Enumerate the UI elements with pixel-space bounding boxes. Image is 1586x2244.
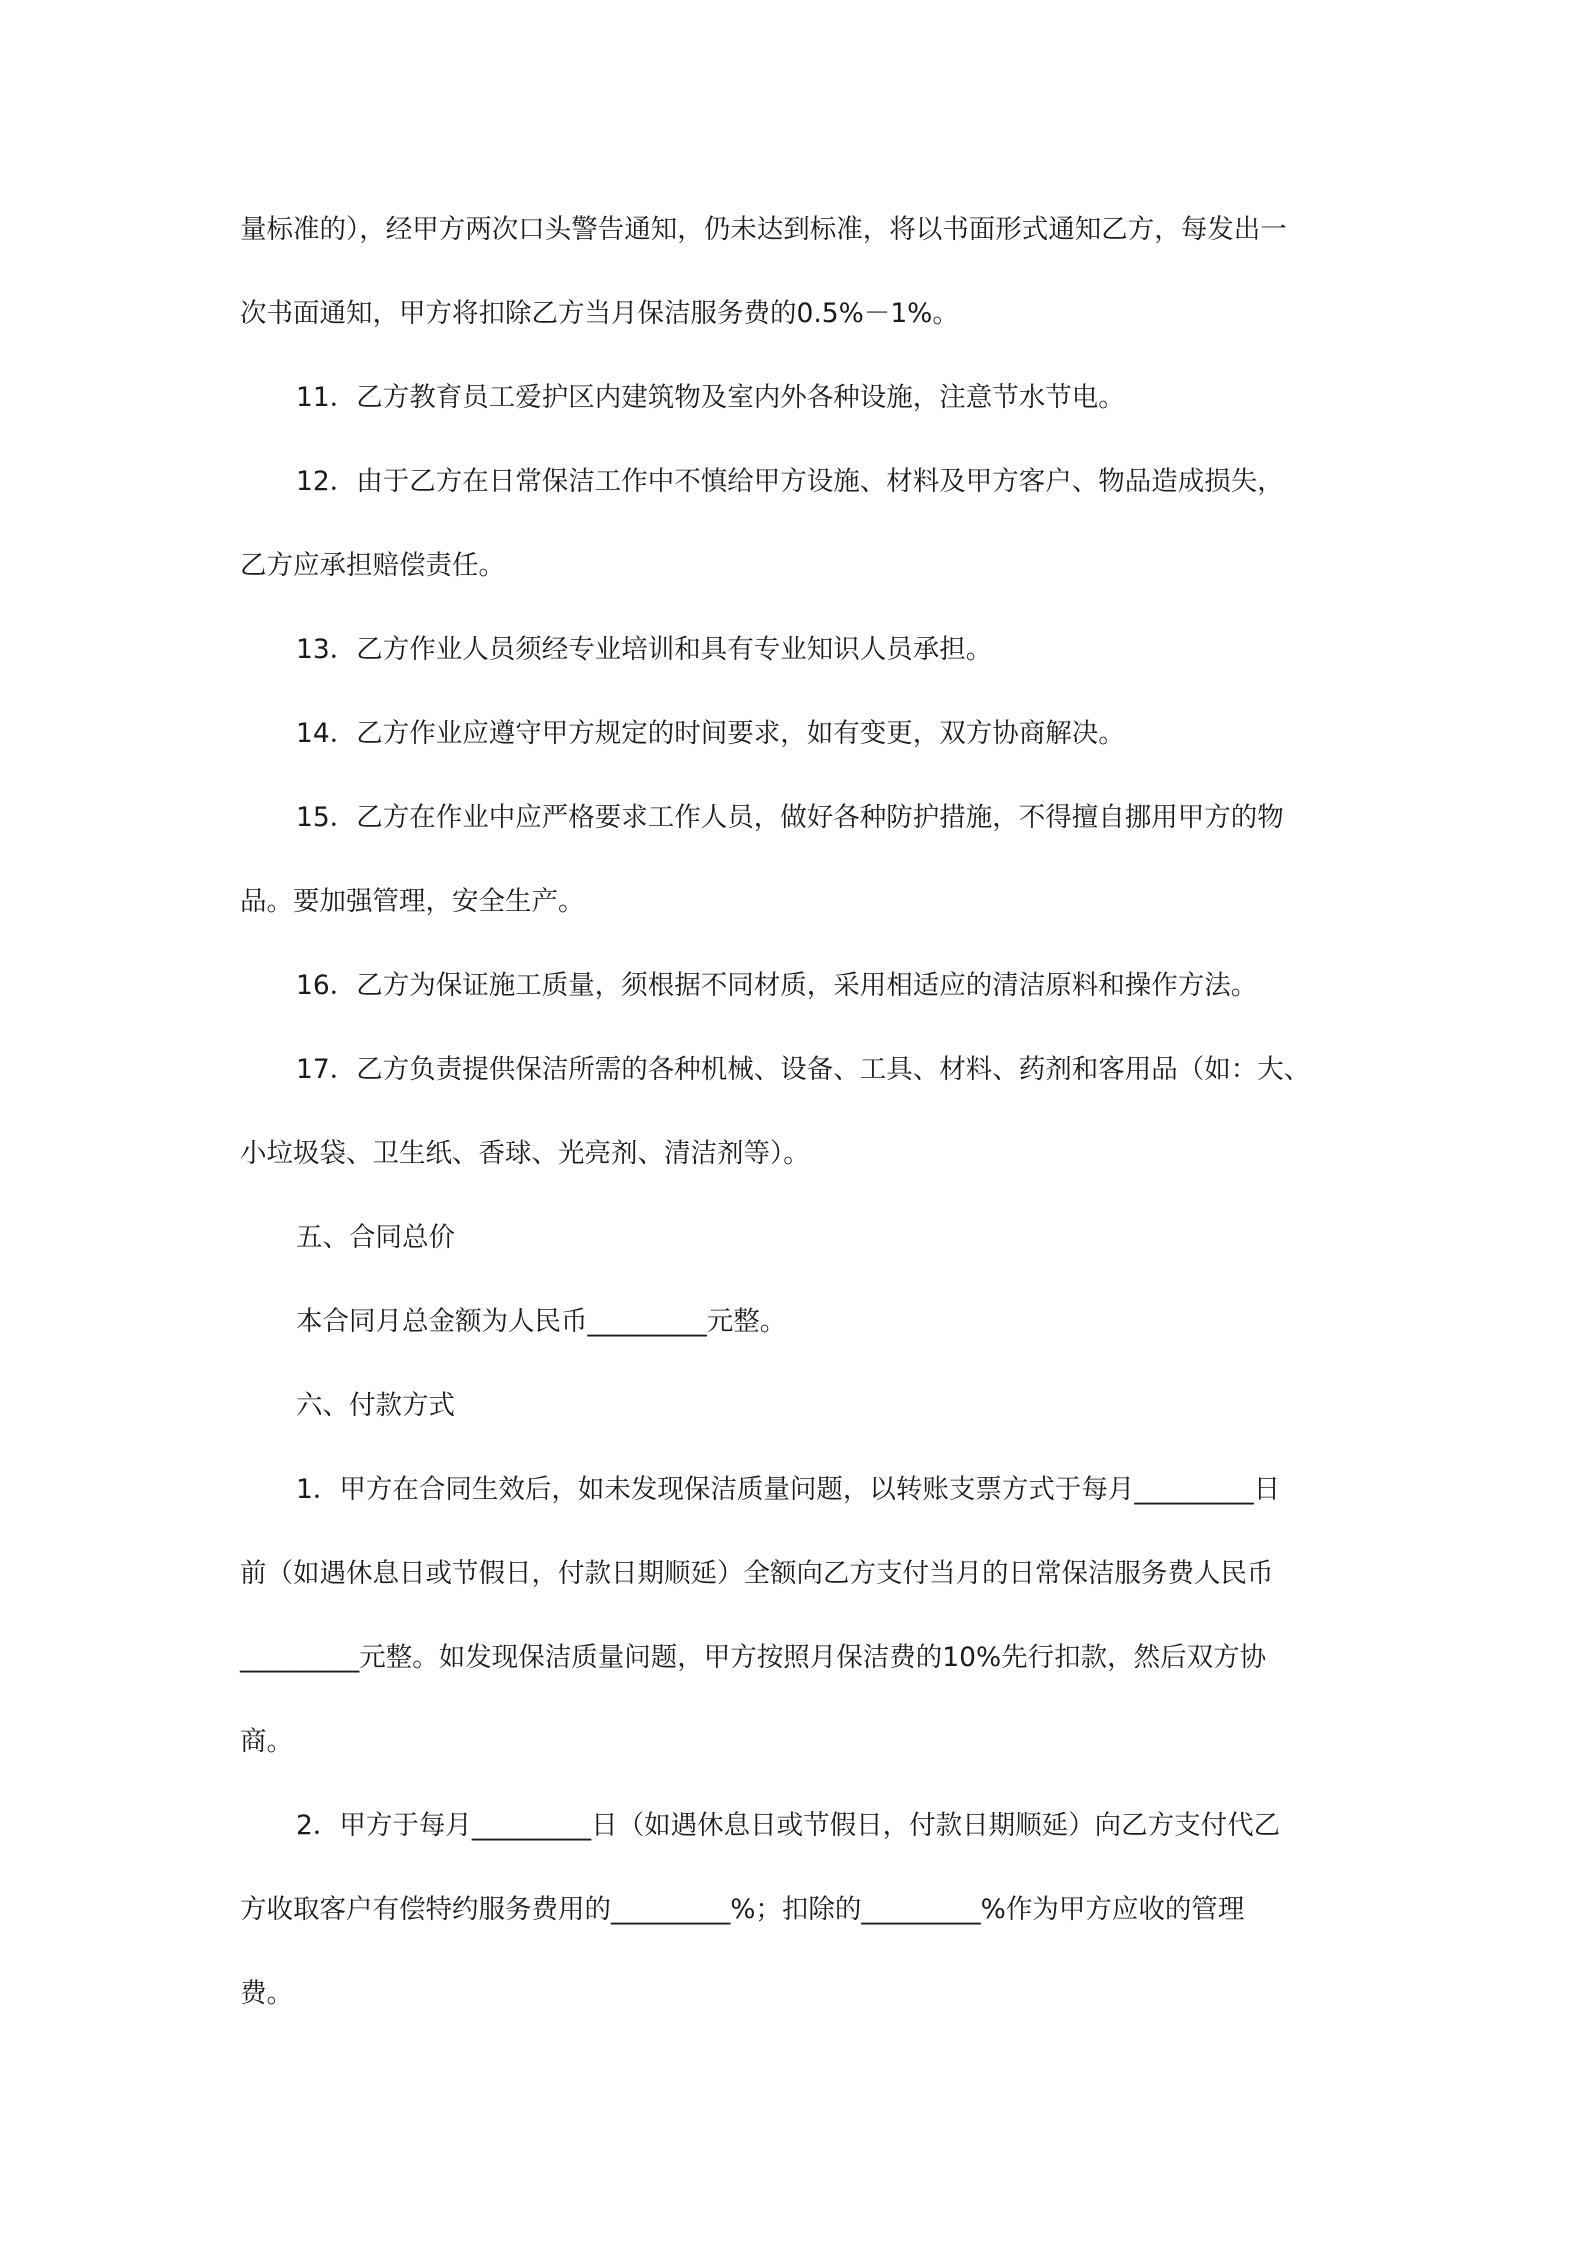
- text-line: 次书面通知，甲方将扣除乙方当月保洁服务费的0.5%－1%。: [240, 298, 959, 329]
- list-item-15: 15．乙方在作业中应严格要求工作人员，做好各种防护措施，不得擅自挪用甲方的物: [296, 802, 1284, 833]
- list-item-11: 11．乙方教育员工爱护区内建筑物及室内外各种设施，注意节水节电。: [296, 382, 1125, 413]
- text-line: _________元整。如发现保洁质量问题，甲方按照月保洁费的10%先行扣款，然后双方协: [240, 1642, 1267, 1673]
- text-line: 商。: [240, 1726, 293, 1757]
- list-item-12: 12．由于乙方在日常保洁工作中不慎给甲方设施、材料及甲方客户、物品造成损失，: [296, 466, 1284, 497]
- section-heading-contract-total: 五、合同总价: [296, 1222, 455, 1253]
- list-item-13: 13．乙方作业人员须经专业培训和具有专业知识人员承担。: [296, 634, 993, 665]
- list-item-payment-2: 2．甲方于每月_________日（如遇休息日或节假日，付款日期顺延）向乙方支付代乙: [296, 1810, 1281, 1841]
- text-line: 本合同月总金额为人民币_________元整。: [296, 1306, 787, 1337]
- text-line: 费。: [240, 1978, 293, 2009]
- list-item-17: 17．乙方负责提供保洁所需的各种机械、设备、工具、材料、药剂和客用品（如：大、: [296, 1054, 1311, 1085]
- list-item-payment-1: 1．甲方在合同生效后，如未发现保洁质量问题，以转账支票方式于每月_________日: [296, 1474, 1281, 1505]
- text-line: 乙方应承担赔偿责任。: [240, 550, 505, 581]
- section-heading-payment: 六、付款方式: [296, 1390, 455, 1421]
- text-line: 品。要加强管理，安全生产。: [240, 886, 585, 917]
- list-item-16: 16．乙方为保证施工质量，须根据不同材质，采用相适应的清洁原料和操作方法。: [296, 970, 1258, 1001]
- text-line: 小垃圾袋、卫生纸、香球、光亮剂、清洁剂等）。: [240, 1138, 810, 1169]
- text-line: 方收取客户有偿特约服务费用的_________%；扣除的_________%作为甲方应收的管理: [240, 1894, 1245, 1925]
- text-line: 前（如遇休息日或节假日，付款日期顺延）全额向乙方支付当月的日常保洁服务费人民币: [240, 1558, 1274, 1589]
- list-item-14: 14．乙方作业应遵守甲方规定的时间要求，如有变更，双方协商解决。: [296, 718, 1125, 749]
- text-line: 量标准的），经甲方两次口头警告通知，仍未达到标准，将以书面形式通知乙方，每发出一: [240, 214, 1287, 245]
